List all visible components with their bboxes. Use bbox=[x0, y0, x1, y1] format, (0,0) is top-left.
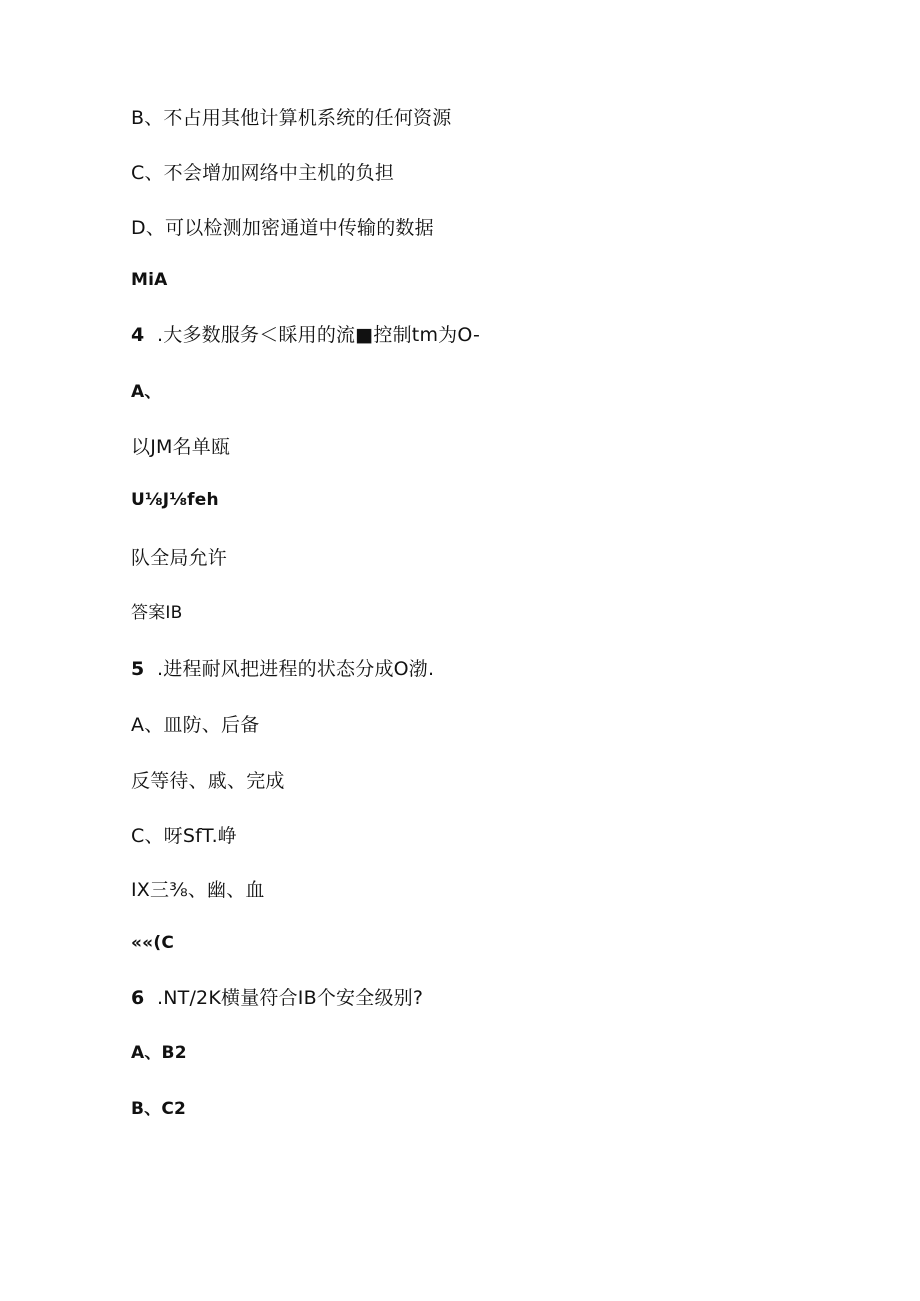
option-a: A、 bbox=[131, 382, 162, 402]
answer-label: ««(C bbox=[131, 933, 175, 953]
question-5 bbox=[131, 657, 434, 681]
option-d: D、可以检测加密通道中传输的数据 bbox=[131, 217, 434, 239]
option-line: 以JM名单瓯 bbox=[131, 436, 231, 458]
option-c: C、不会增加网络中主机的负担 bbox=[131, 162, 395, 184]
option-d: IX三⅜、幽、血 bbox=[131, 879, 265, 901]
option-b: B、不占用其他计算机系统的任何资源 bbox=[131, 107, 452, 129]
option-line: U⅛J⅛feh bbox=[131, 490, 219, 510]
option-c: C、呀SfT.峥 bbox=[131, 825, 238, 847]
question-text: .NT/2K横量符合IB个安全级别? bbox=[157, 987, 424, 1009]
question-text: .大多数服务＜睬用的流■控制tm为O- bbox=[157, 324, 481, 346]
question-6 bbox=[131, 986, 423, 1010]
option-a: A、皿防、后备 bbox=[131, 714, 260, 736]
question-4 bbox=[131, 323, 480, 347]
question-text: .进程耐风把进程的状态分成O渤. bbox=[157, 658, 435, 680]
question-number: 4 bbox=[131, 324, 145, 346]
option-line: 队全局允许 bbox=[131, 547, 228, 569]
answer-label: MiA bbox=[131, 270, 168, 290]
question-number: 5 bbox=[131, 658, 145, 680]
question-number: 6 bbox=[131, 987, 145, 1009]
answer-label: 答案IB bbox=[131, 603, 183, 623]
option-a: A、B2 bbox=[131, 1043, 187, 1063]
option-b: B、C2 bbox=[131, 1099, 187, 1119]
option-b: 反等待、戚、完成 bbox=[131, 770, 285, 792]
